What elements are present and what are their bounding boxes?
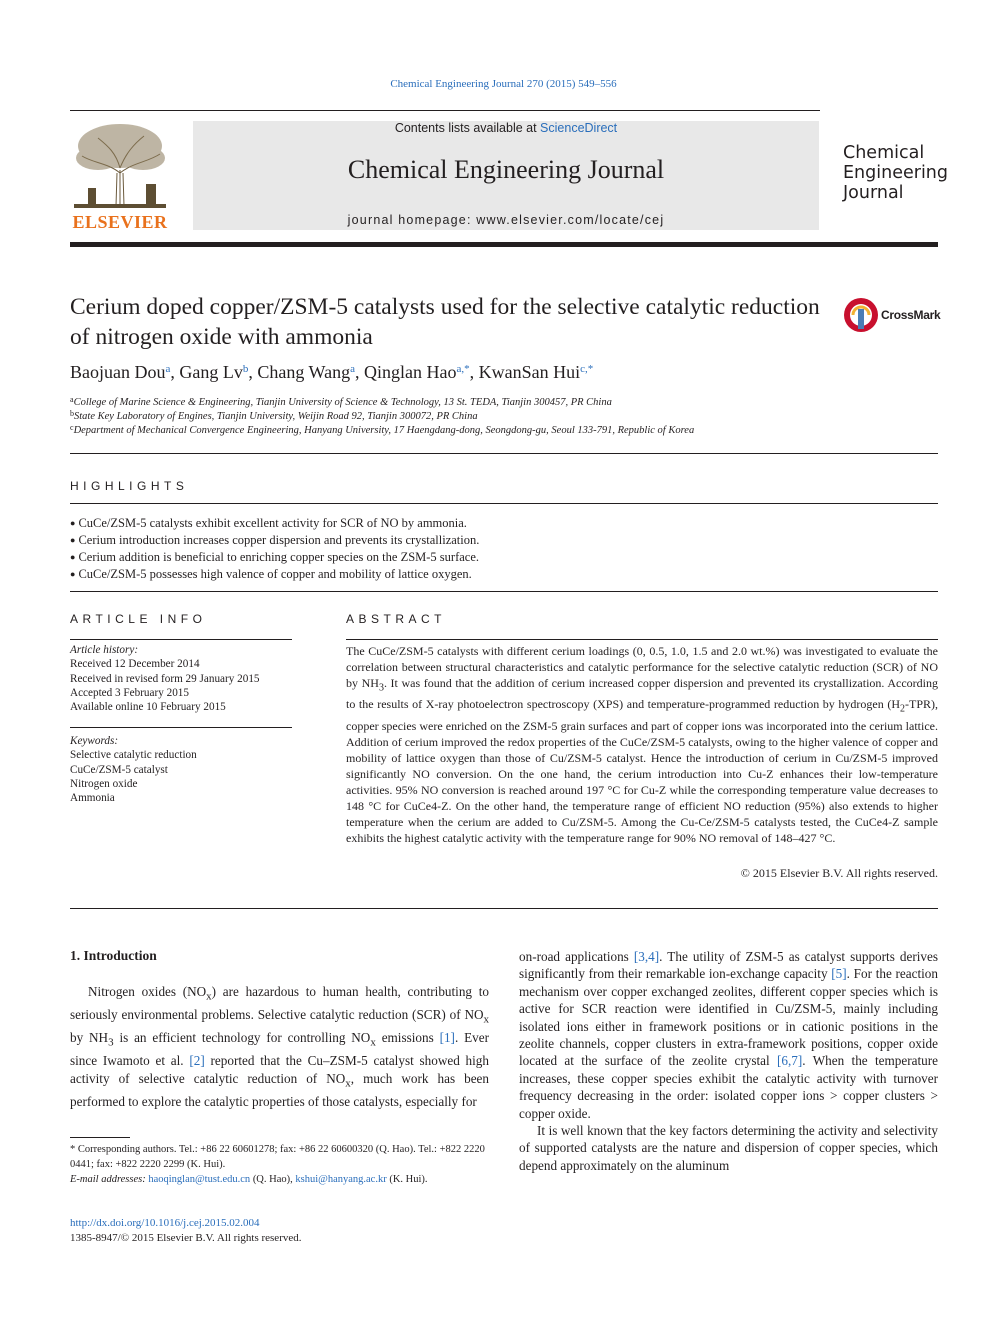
abstract-part: The CuCe/ZSM-5 catalysts with different cerium loadings (0, 0.5, 1.0, 1.5 and 2.0 wt.%) was investigated to evaluate the correlation between structural characteristics and catalytic performance for the selective catalytic reduction (SCR) of NO by NH — [346, 644, 938, 690]
history-received: Received 12 December 2014 — [70, 658, 200, 671]
keywords-label: Keywords: — [70, 735, 119, 747]
highlight-text: Cerium addition is beneficial to enriching copper species on the ZSM-5 surface. — [78, 550, 480, 564]
author-affiliation-marker[interactable]: b — [242, 363, 249, 375]
author-name[interactable]: KwanSan Hui — [478, 362, 581, 382]
author-affiliation-marker[interactable]: a — [350, 363, 355, 375]
text-run: ) are hazardous to human health, contributing to seriously environmental problems. Selective catalytic reduction (SCR) of NO — [70, 984, 489, 1023]
cover-line-2: Engineering — [843, 163, 948, 183]
highlight-text: CuCe/ZSM-5 catalysts exhibit excellent activity for SCR of NO by ammonia. — [78, 516, 467, 530]
article-history — [70, 643, 295, 714]
author-name[interactable]: Qinglan Hao — [363, 362, 457, 382]
affiliation-text: State Key Laboratory of Engines, Tianjin University, Weijin Road 92, Tianjin 300072, PR China — [74, 411, 478, 422]
divider — [70, 639, 292, 640]
keyword: CuCe/ZSM-5 catalyst — [70, 763, 168, 776]
divider — [70, 591, 938, 592]
header-thick-rule — [70, 242, 938, 247]
abstract-copyright: © 2015 Elsevier B.V. All rights reserved. — [740, 866, 938, 880]
doi-block — [70, 1216, 302, 1246]
cover-line-1: Chemical — [843, 143, 925, 163]
subscript: x — [370, 1036, 376, 1049]
bullet-icon: ● — [70, 569, 76, 579]
reference-link[interactable]: [6,7] — [777, 1053, 803, 1069]
keyword: Ammonia — [70, 792, 115, 805]
body-column-right — [519, 948, 938, 1174]
email-owner: (K. Hui). — [386, 1174, 428, 1185]
footnote — [70, 1142, 489, 1187]
email-owner: (Q. Hao), — [250, 1174, 296, 1185]
author-name[interactable]: Chang Wang — [257, 362, 351, 382]
introduction-heading: 1. Introduction — [70, 948, 157, 963]
subscript: x — [206, 990, 212, 1003]
paragraph — [519, 948, 938, 1122]
header-rule — [70, 110, 820, 111]
divider — [70, 503, 938, 504]
history-revised: Received in revised form 29 January 2015 — [70, 672, 260, 685]
crossmark-badge[interactable] — [843, 297, 943, 337]
list-item — [70, 515, 938, 532]
body-column-left — [70, 983, 489, 1110]
author-list — [70, 362, 593, 383]
footnote-rule — [70, 1137, 130, 1138]
text-run: . For the reaction mechanism over copper exchanged zeolites, different copper species which is active for SCR reaction were identified in Cu/ZSM-5, mainly including isolated ions either in framework positions or in cationic positions in the zeolite channels, copper clusters in extra-framework positions, copper oxide located at the surface of the zeolite crystal — [519, 966, 938, 1069]
highlights-heading: HIGHLIGHTS — [70, 479, 189, 493]
bullet-icon: ● — [70, 552, 76, 562]
reference-link[interactable]: [5] — [831, 966, 847, 982]
contents-prefix: Contents lists available at — [394, 121, 541, 135]
article-info-heading: ARTICLE INFO — [70, 612, 207, 626]
text-run: emissions — [375, 1030, 440, 1046]
affiliation-b — [70, 409, 478, 422]
email-label: E-mail addresses: — [70, 1174, 149, 1185]
author-name[interactable]: Baojuan Dou — [70, 362, 166, 382]
author-separator: , — [170, 362, 180, 382]
article-title: Cerium doped copper/ZSM-5 catalysts used for the selective catalytic reduction of nitrogen oxide with ammonia — [70, 294, 820, 350]
highlight-text: CuCe/ZSM-5 possesses high valence of copper and mobility of lattice oxygen. — [78, 567, 472, 581]
subscript: x — [345, 1077, 351, 1090]
list-item — [70, 566, 938, 583]
affiliation-text: College of Marine Science & Engineering, Tianjin University of Science & Technology, 13 St. TEDA, Tianjin 300457, PR China — [73, 397, 612, 408]
abstract-part: . It was found that the addition of cerium increased copper dispersion and prevented its crystallization. According to the results of X-ray photoelectron spectroscopy (XPS) and temperature-programmed reduction by hydrogen (H — [346, 676, 938, 712]
paragraph — [519, 1122, 938, 1174]
email-link[interactable]: kshui@hanyang.ac.kr — [295, 1174, 387, 1185]
author-separator: , — [469, 362, 479, 382]
journal-title: Chemical Engineering Journal — [347, 155, 665, 184]
author-affiliation-marker[interactable]: a,* — [456, 363, 470, 375]
affiliation-marker: c — [70, 423, 74, 432]
keyword: Selective catalytic reduction — [70, 749, 197, 762]
bullet-icon: ● — [70, 518, 76, 528]
paragraph — [70, 983, 489, 1110]
text-run: on-road applications — [519, 949, 634, 964]
text-run: by NH — [70, 1030, 109, 1046]
author-separator: , — [354, 362, 364, 382]
email-link[interactable]: haoqinglan@tust.edu.cn — [148, 1174, 251, 1185]
text-run: . The utility of ZSM-5 as catalyst supports derives significantly from their remarkable ion-exchange capacity — [519, 949, 938, 982]
journal-citation[interactable]: Chemical Engineering Journal 270 (2015) 549–556 — [390, 78, 617, 90]
reference-link[interactable]: [3,4] — [633, 949, 660, 964]
history-label: Article history: — [70, 644, 139, 656]
homepage-prefix: journal homepage: — [347, 213, 477, 227]
divider — [346, 639, 938, 640]
email-addresses — [70, 1172, 489, 1187]
text-run: , much work has been performed to explore the catalytic properties of those catalysts, especially for — [70, 1070, 489, 1109]
contents-line — [193, 121, 819, 135]
cover-line-3: Journal — [843, 183, 904, 203]
subscript: 3 — [378, 682, 384, 694]
author-affiliation-marker[interactable]: a — [165, 363, 171, 375]
divider — [70, 908, 938, 909]
list-item — [70, 532, 938, 549]
abstract-text — [346, 643, 938, 846]
list-item — [70, 549, 938, 566]
text-run: . Ever since Iwamoto et al. — [70, 1030, 489, 1069]
reference-link[interactable]: [2] — [189, 1053, 205, 1069]
keywords — [70, 734, 295, 805]
subscript: 2 — [900, 703, 905, 715]
affiliation-text: Department of Mechanical Convergence Engineering, Hanyang University, 17 Haengdang-dong, Seongdong-gu, Seoul 133-791, Republic of Korea — [73, 425, 695, 436]
history-online: Available online 10 February 2015 — [70, 701, 226, 714]
doi-link[interactable]: http://dx.doi.org/10.1016/j.cej.2015.02.004 — [70, 1217, 260, 1229]
history-accepted: Accepted 3 February 2015 — [70, 686, 189, 699]
crossmark-icon — [843, 297, 879, 333]
highlight-text: Cerium introduction increases copper dispersion and prevents its crystallization. — [78, 533, 480, 547]
sciencedirect-link[interactable]: ScienceDirect — [540, 121, 618, 135]
journal-homepage — [193, 213, 819, 227]
divider — [70, 727, 292, 728]
journal-cover-logo[interactable] — [843, 143, 948, 203]
subscript: x — [483, 1013, 489, 1026]
author-separator: , — [248, 362, 258, 382]
highlights-list — [70, 515, 938, 583]
bullet-icon: ● — [70, 535, 76, 545]
affiliation-c — [70, 423, 694, 436]
author-name[interactable]: Gang Lv — [179, 362, 243, 382]
abstract-part: -TPR), copper species were enriched on the ZSM-5 grain surfaces and part of copper ions was incorporated into the cerium lattice. Addition of cerium improved the redox properties of the CuCe/ZSM-5 catalysts, owing to the higher valence of copper and mobility of lattice oxygen than those of Cu/ZSM-5 catalyst. Hence the introduction of cerium in Cu/ZSM-5 improved significantly NO conversion. On the one hand, the cerium introduction into Cu-Z enhances their low-temperature activities. 95% NO conversion is reached around 197 °C for Cu-Z while the corresponding temperature value decreases to 148 °C for CuCe4-Z. On the other hand, the temperature range of efficient NO reduction (95%) also extends to higher temperature when the cerium are added to Cu/ZSM-5. Among the Cu-Ce/ZSM-5 catalysts tested, the CuCe4-Z sample exhibits the highest catalytic activity with the temperature range for 90% NO removal of 148–427 °C. — [346, 697, 938, 845]
text-run: It is well known that the key factors determining the activity and selectivity of supported catalysts are the nature and dispersion of copper species, which depend approximately on the aluminum — [519, 1123, 938, 1173]
text-run: Nitrogen oxides (NO — [88, 984, 207, 999]
corresponding-authors: * Corresponding authors. Tel.: +86 22 60601278; fax: +86 22 60600320 (Q. Hao). Tel.: +822 2220 0441; fax: +822 2220 2299 (K. Hui). — [70, 1144, 485, 1170]
keyword: Nitrogen oxide — [70, 777, 138, 790]
subscript: 3 — [108, 1036, 114, 1049]
elsevier-wordmark: ELSEVIER — [72, 212, 168, 232]
issn-line: 1385-8947/© 2015 Elsevier B.V. All rights reserved. — [70, 1232, 302, 1244]
affiliation-marker: a — [70, 395, 74, 404]
abstract-heading: ABSTRACT — [346, 612, 447, 626]
crossmark-label: CrossMark — [881, 308, 941, 322]
text-run: reported that the Cu–ZSM-5 catalyst showed high activity of selective catalytic reduction of NO — [70, 1053, 489, 1086]
elsevier-tree-icon — [68, 118, 172, 210]
divider — [70, 453, 938, 454]
reference-link[interactable]: [1] — [439, 1030, 455, 1046]
affiliation-marker: b — [70, 409, 74, 418]
affiliation-a — [70, 395, 612, 408]
text-run: is an efficient technology for controlling NO — [113, 1030, 371, 1046]
text-run: . When the temperature increases, these copper species exhibit the catalytic activity with turnover frequency decreasing in the order: isolated copper ions > copper clusters > copper oxide. — [519, 1053, 938, 1121]
elsevier-logo[interactable] — [68, 118, 172, 234]
homepage-link[interactable]: www.elsevier.com/locate/cej — [476, 213, 665, 227]
author-affiliation-marker[interactable]: c,* — [580, 363, 594, 375]
